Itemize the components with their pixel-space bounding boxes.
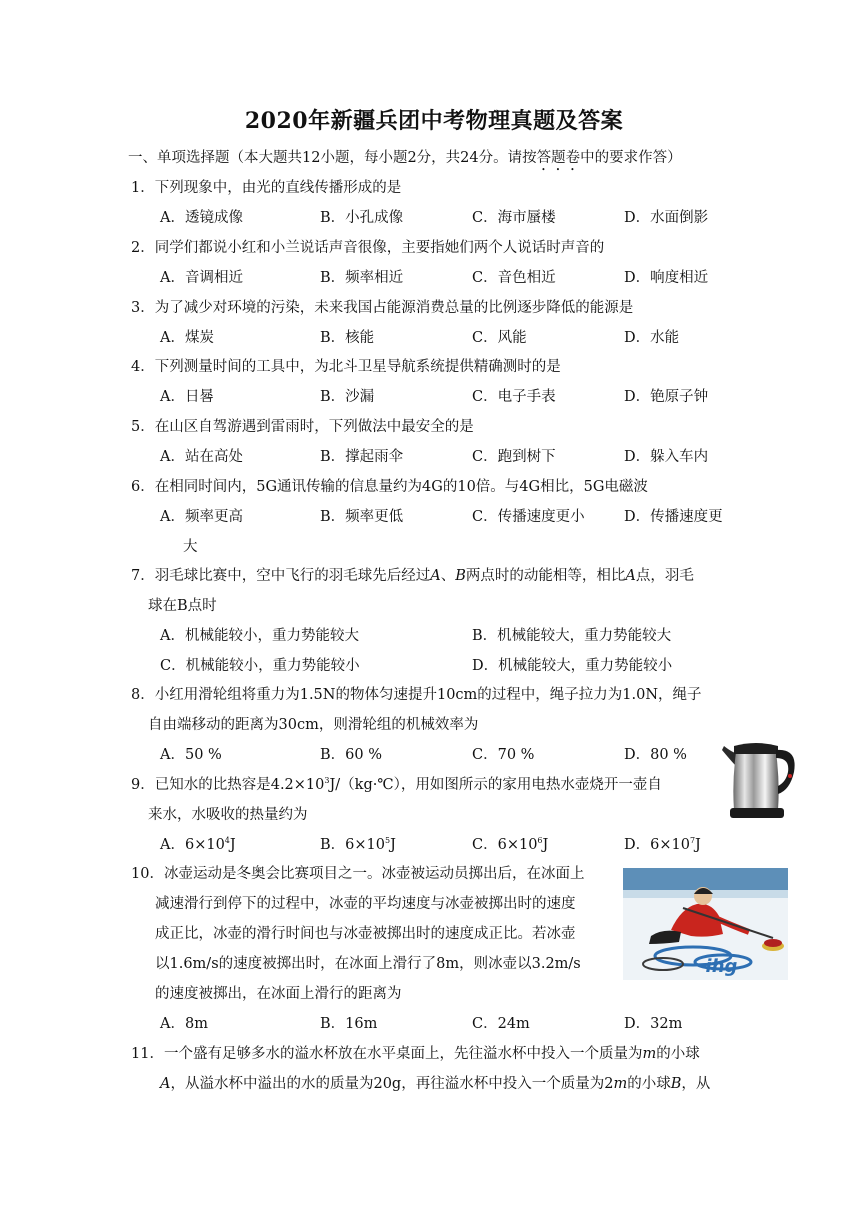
q5-option-a: A．站在高处 (160, 449, 243, 465)
q9-option-b: B．$6\times 10^5J$ (320, 836, 396, 853)
question-10-line-4: 以1.6m/s的速度被掷出时，在冰面上滑行了8m，则冰壶以3.2m/s (155, 956, 581, 972)
q9-option-a: A．$6\times 10^4J$ (160, 836, 236, 853)
svg-text:ihg: ihg (703, 956, 740, 977)
q6-option-c: C．传播速度更小 (472, 509, 585, 525)
q9-option-c: C．$6\times 10^6J$ (472, 836, 549, 853)
q6-option-d: D．传播速度更 (624, 509, 723, 525)
question-9-stem-line2: 来水，水吸收的热量约为 (148, 807, 308, 823)
question-10-line-2: 减速滑行到停下的过程中，冰壶的平均速度与冰壶被掷出时的速度 (155, 896, 576, 912)
q8-option-d: D．80 % (624, 747, 687, 763)
electric-kettle-image (720, 732, 798, 822)
q9-option-d: D．$6\times 10^7J$ (624, 836, 701, 853)
q2-option-d: D．响度相近 (624, 270, 709, 286)
q2-option-c: C．音色相近 (472, 270, 556, 286)
question-10-line-1: 10．冰壶运动是冬奥会比赛项目之一。冰壶被运动员掷出后，在冰面上 (131, 866, 585, 882)
question-8-stem-line2: 自由端移动的距离为30cm，则滑轮组的机械效率为 (148, 717, 479, 733)
q8-option-a: A．50 % (160, 747, 222, 763)
q6-option-a: A．频率更高 (160, 509, 243, 525)
emphasized-text: 答题卷 (536, 150, 581, 166)
q7-option-d: D．机械能较大，重力势能较小 (472, 658, 673, 674)
q2-option-b: B．频率相近 (320, 270, 404, 286)
q10-option-b: B．16m (320, 1016, 378, 1032)
curling-athlete-image (623, 868, 788, 980)
q3-option-b: B．核能 (320, 330, 375, 346)
q4-option-c: C．电子手表 (472, 389, 556, 405)
question-4-stem: 4．下列测量时间的工具中，为北斗卫星导航系统提供精确测时的是 (131, 359, 561, 375)
question-2-stem: 2．同学们都说小红和小兰说话声音很像，主要指她们两个人说话时声音的 (131, 240, 605, 256)
q3-option-d: D．水能 (624, 330, 680, 346)
q10-option-c: C．24m (472, 1016, 530, 1032)
question-11-line-1: 11．一个盛有足够多水的溢水杯放在水平桌面上，先往溢水杯中投入一个质量为m的小球 (131, 1046, 700, 1062)
q4-option-a: A．日晷 (160, 389, 214, 405)
q8-option-b: B．60 % (320, 747, 382, 763)
q8-option-c: C．70 % (472, 747, 535, 763)
q5-option-c: C．跑到树下 (472, 449, 556, 465)
q1-option-d: D．水面倒影 (624, 210, 709, 226)
q1-option-c: C．海市蜃楼 (472, 210, 556, 226)
question-10-line-3: 成正比，冰壶的滑行时间也与冰壶被掷出时的速度成正比。若冰壶 (155, 926, 576, 942)
page-title: 2020年新疆兵团中考物理真题及答案 (244, 108, 624, 134)
q7-option-a: A．机械能较小，重力势能较大 (160, 628, 359, 644)
question-9-stem: 9．已知水的比热容是$4.2\times 10^3J/(kg\cdot℃)$，用如图所示的家用电热水壶烧开一壶自 (131, 776, 662, 793)
question-5-stem: 5．在山区自驾游遇到雷雨时，下列做法中最安全的是 (131, 419, 474, 435)
section-heading: 一、单项选择题（本大题共12小题，每小题2分，共24分。请按答题卷中的要求作答） (128, 150, 682, 166)
q6-option-d-wrap: 大 (183, 539, 198, 555)
q4-option-b: B．沙漏 (320, 389, 375, 405)
q5-option-d: D．躲入车内 (624, 449, 709, 465)
q5-option-b: B．撑起雨伞 (320, 449, 404, 465)
question-10-line-5: 的速度被掷出，在冰面上滑行的距离为 (155, 986, 402, 1002)
q3-option-a: A．煤炭 (160, 330, 214, 346)
question-6-stem: 6．在相同时间内，5G通讯传输的信息量约为4G的10倍。与4G相比，5G电磁波 (131, 479, 648, 495)
question-8-stem: 8．小红用滑轮组将重力为1.5N的物体匀速提升10cm的过程中，绳子拉力为1.0N，绳子 (131, 687, 702, 703)
question-1-stem: 1．下列现象中，由光的直线传播形成的是 (131, 180, 402, 196)
question-11-line-2: A，从溢水杯中溢出的水的质量为20g，再往溢水杯中投入一个质量为2m的小球B，从 (160, 1076, 711, 1092)
q3-option-c: C．风能 (472, 330, 527, 346)
q1-option-a: A．透镜成像 (160, 210, 243, 226)
q4-option-d: D．铯原子钟 (624, 389, 709, 405)
q7-option-c: C．机械能较小，重力势能较小 (160, 658, 360, 674)
q7-option-b: B．机械能较大，重力势能较大 (472, 628, 672, 644)
question-3-stem: 3．为了减少对环境的污染，未来我国占能源消费总量的比例逐步降低的能源是 (131, 300, 634, 316)
q1-option-b: B．小孔成像 (320, 210, 404, 226)
q2-option-a: A．音调相近 (160, 270, 243, 286)
question-7-stem: 7．羽毛球比赛中，空中飞行的羽毛球先后经过A、B两点时的动能相等，相比A点，羽毛 (131, 568, 694, 584)
q10-option-a: A．8m (160, 1016, 208, 1032)
question-7-stem-line2: 球在B点时 (148, 598, 217, 614)
q6-option-b: B．频率更低 (320, 509, 404, 525)
q10-option-d: D．32m (624, 1016, 683, 1032)
